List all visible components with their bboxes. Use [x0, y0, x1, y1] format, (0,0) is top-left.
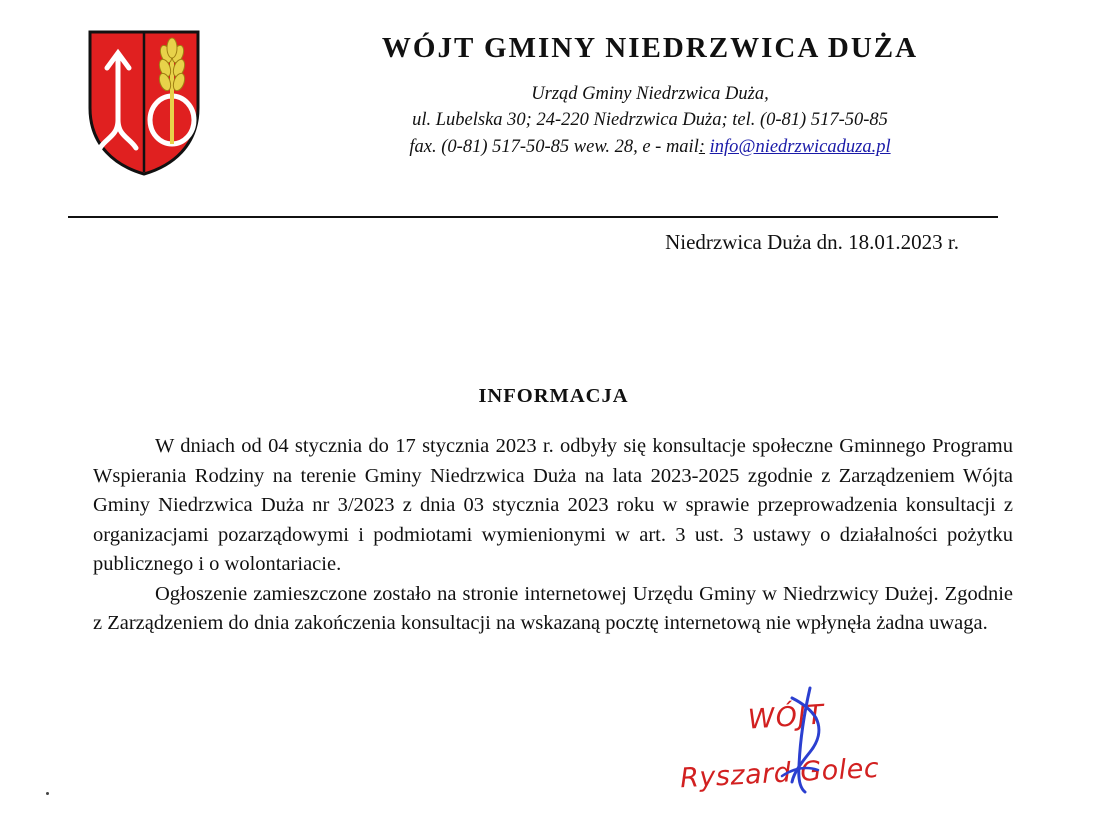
- coat-of-arms-icon: [86, 28, 202, 178]
- office-address: [240, 81, 1060, 160]
- email-link[interactable]: info@niedrzwicaduza.pl: [709, 136, 891, 157]
- address-line-3-prefix: fax. (0-81) 517-50-85 wew. 28, e - mail: [409, 136, 699, 157]
- paragraph-2: Ogłoszenie zamieszczone zostało na stronie internetowej Urzędu Gminy w Niedrzwicy Dużej. Zgodnie z Zarządzeniem do dnia zakończenia konsultacji na wskazaną pocztę internetową nie wpłynęła żadna uwaga.: [93, 582, 1013, 635]
- signature-role: WÓJT: [747, 699, 826, 736]
- signature-block: [660, 680, 980, 810]
- address-line-2: ul. Lubelska 30; 24-220 Niedrzwica Duża; tel. (0-81) 517-50-85: [412, 110, 888, 131]
- header-divider: [68, 216, 998, 218]
- signature-name: Ryszard Golec: [679, 752, 880, 795]
- address-line-3: [240, 134, 1060, 160]
- letterhead-text: [240, 32, 1060, 160]
- document-body: [93, 432, 1013, 639]
- address-line-3-colon: :: [698, 136, 706, 157]
- document-title-text: INFORMACJA: [478, 385, 629, 407]
- page-title: WÓJT GMINY NIEDRZWICA DUŻA: [381, 32, 919, 64]
- address-line-1: Urząd Gminy Niedrzwica Duża,: [531, 84, 769, 104]
- document-title: [0, 385, 1107, 408]
- letterhead: [0, 18, 1107, 178]
- page-mark: [46, 792, 49, 795]
- place-and-date: Niedrzwica Duża dn. 18.01.2023 r.: [665, 230, 959, 254]
- paragraph-1: W dniach od 04 stycznia do 17 stycznia 2023 r. odbyły się konsultacje społeczne Gminnego Programu Wspierania Rodziny na terenie Gminy Niedrzwica Duża na lata 2023-2025 zgodnie z Zarządzeniem Wójta Gminy Niedrzwica Duża nr 3/2023 z dnia 03 stycznia 2023 roku w sprawie przeprowadzenia konsultacji z organizacjami pozarządowymi i podmiotami wymienionymi w art. 3 ust. 3 ustawy o działalności pożytku publicznego i o wolontariacie.: [93, 435, 1013, 576]
